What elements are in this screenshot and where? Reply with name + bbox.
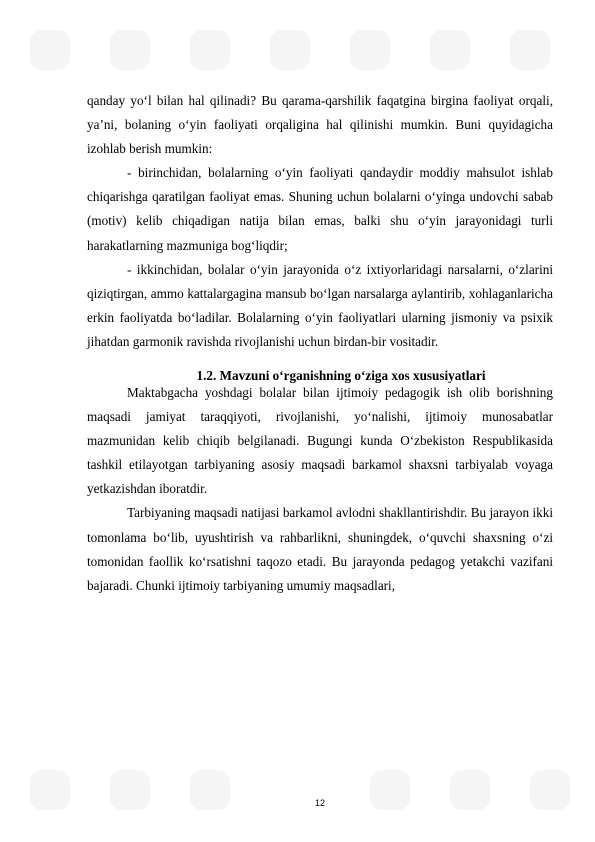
- paragraph: qanday yo‘l bilan hal qilinadi? Bu qarama-qarshilik faqatgina birgina faoliyat orqali, ya’ni, bolaning o‘yin faoliyati orqaligina hal qilinishi mumkin. Buni quyidagicha izohlab berish mumkin:: [87, 93, 553, 157]
- section-1: [87, 89, 553, 354]
- paragraph: - ikkinchidan, bolalar o‘yin jarayonida o‘z ixtiyorlaridagi narsalarni, o‘zlarini qiziqtirgan, ammo kattalargagina mansub bo‘lgan narsalarga aylantirib, xohlaganlaricha erkin faoliyatda bo‘ladilar. Bolalarning o‘yin faoliyatlari ularning jismoniy va psixik jihatdan garmonik ravishda rivojlanishi uchun birdan-bir vositadir.: [87, 261, 553, 349]
- heading-text: 1.2. Mavzuni o‘rganishning o‘ziga xos xususiyatlari: [196, 368, 486, 383]
- paragraph: - birinchidan, bolalarning o‘yin faoliyati qandaydir moddiy mahsulot ishlab chiqarishga qaratilgan faoliyat emas. Shuning uchun bolalarni o‘yinga undovchi sabab (motiv) kelib chiqadigan natija bilan emas, balki shu o‘yin jarayonidagi turli harakatlarning mazmuniga bog‘liqdir;: [87, 165, 553, 253]
- paragraph: Maktabgacha yoshdagi bolalar bilan ijtimoiy pedagogik ish olib borishning maqsadi jamiyat taraqqiyoti, rivojlanishi, yo‘nalishi, ijtimoiy munosabatlar mazmunidan kelib chiqib belgilanadi. Bugungi kunda O‘zbekiston Respublikasida tashkil etilayotgan tarbiyaning asosiy maqsadi barkamol shaxsni tarbiyalab voyaga yetkazishdan iboratdir.: [87, 385, 553, 497]
- section-2: [87, 381, 553, 598]
- paragraph: Tarbiyaning maqsadi natijasi barkamol avlodni shakllantirishdir. Bu jarayon ikki tomonlama bo‘lib, uyushtirish va rahbarlikni, shuningdek, o‘quvchi shaxsning o‘zi tomonidan faollik ko‘rsatishni taqozo etadi. Bu jarayonda pedagog yetakchi vazifani bajaradi. Chunki ijtimoiy tarbiyaning umumiy maqsadlari,: [87, 505, 553, 593]
- page-number: 12: [314, 798, 325, 808]
